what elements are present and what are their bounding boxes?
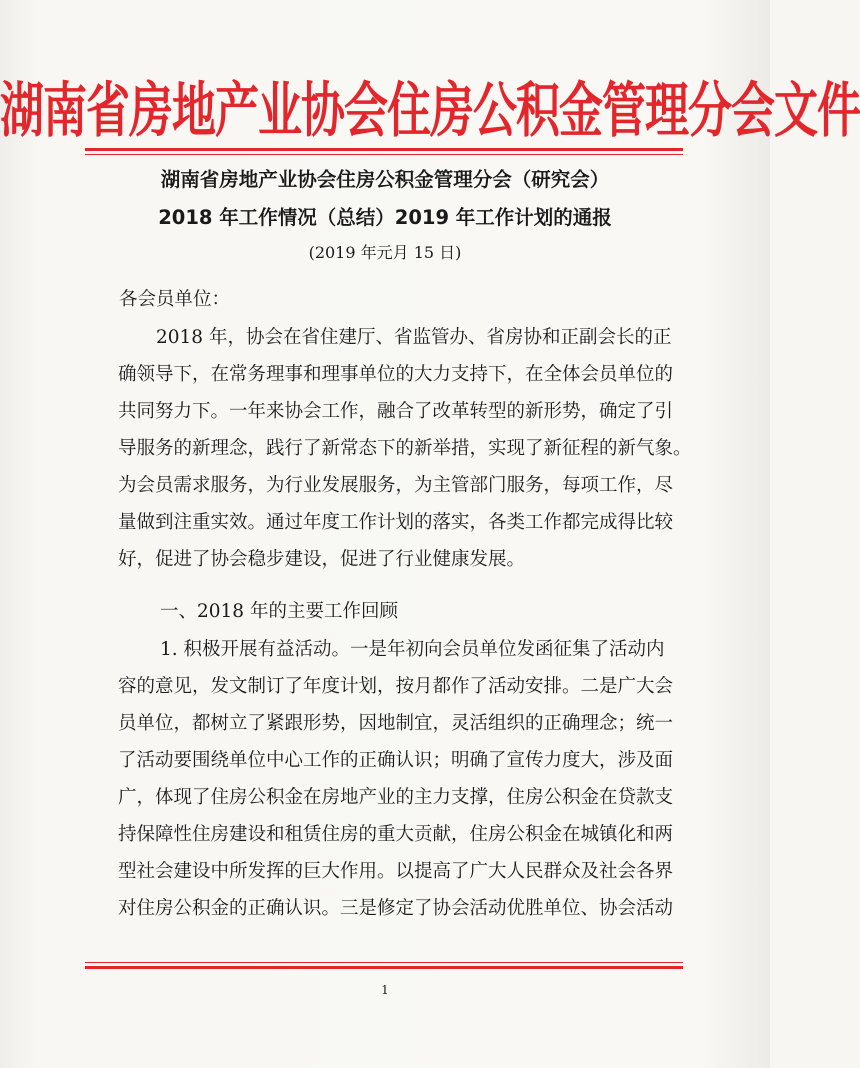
intro-line: 好，促进了协会稳步建设，促进了行业健康发展。 — [118, 549, 526, 570]
intro-line: 共同努力下。一年来协会工作，融合了改革转型的新形势，确定了引 — [118, 401, 674, 422]
item-1-line: 1. 积极开展有益活动。一是年初向会员单位发函征集了活动内 — [160, 639, 665, 660]
intro-line: 确领导下，在常务理事和理事单位的大力支持下，在全体会员单位的 — [118, 364, 674, 385]
page-number: 1 — [381, 983, 389, 997]
document-header-title: 湖南省房地产业协会住房公积金管理分会文件 — [0, 76, 860, 146]
item-1-line: 广，体现了住房公积金在房地产业的主力支撑，住房公积金在贷款支 — [118, 787, 674, 808]
item-1-line: 容的意见，发文制订了年度计划，按月都作了活动安排。二是广大会 — [118, 676, 674, 697]
intro-line: 2018 年，协会在省住建厅、省监管办、省房协和正副会长的正 — [156, 327, 672, 348]
salutation: 各会员单位： — [119, 289, 231, 310]
intro-line: 量做到注重实效。通过年度工作计划的落实，各类工作都完成得比较 — [118, 512, 674, 533]
section-heading: 一、2018 年的主要工作回顾 — [160, 601, 398, 622]
notice-date: (2019 年元月 15 日) — [308, 243, 462, 262]
item-1-paragraph — [118, 635, 674, 935]
notice-title-line-1: 湖南省房地产业协会住房公积金管理分会（研究会） — [160, 168, 610, 191]
item-1-line: 了活动要围绕单位中心工作的正确认识；明确了宣传力度大，涉及面 — [118, 750, 674, 771]
notice-title-line-2: 2018 年工作情况（总结）2019 年工作计划的通报 — [158, 206, 612, 229]
intro-line: 导服务的新理念，践行了新常态下的新举措，实现了新征程的新气象。 — [118, 438, 692, 459]
intro-paragraph — [118, 323, 692, 583]
header-rule-thick — [85, 148, 683, 151]
item-1-line: 员单位，都树立了紧跟形势，因地制宜，灵活组织的正确理念；统一 — [118, 713, 674, 734]
item-1-line: 持保障性住房建设和租赁住房的重大贡献，住房公积金在城镇化和两 — [118, 824, 674, 845]
item-1-line: 型社会建设中所发挥的巨大作用。以提高了广大人民群众及社会各界 — [118, 861, 674, 882]
footer-rule-thin — [85, 962, 683, 963]
header-rule-thin — [85, 154, 683, 155]
intro-line: 为会员需求服务，为行业发展服务，为主管部门服务，每项工作，尽 — [118, 475, 674, 496]
item-1-line: 对住房公积金的正确认识。三是修定了协会活动优胜单位、协会活动 — [118, 898, 674, 919]
footer-rule-thick — [85, 966, 683, 969]
